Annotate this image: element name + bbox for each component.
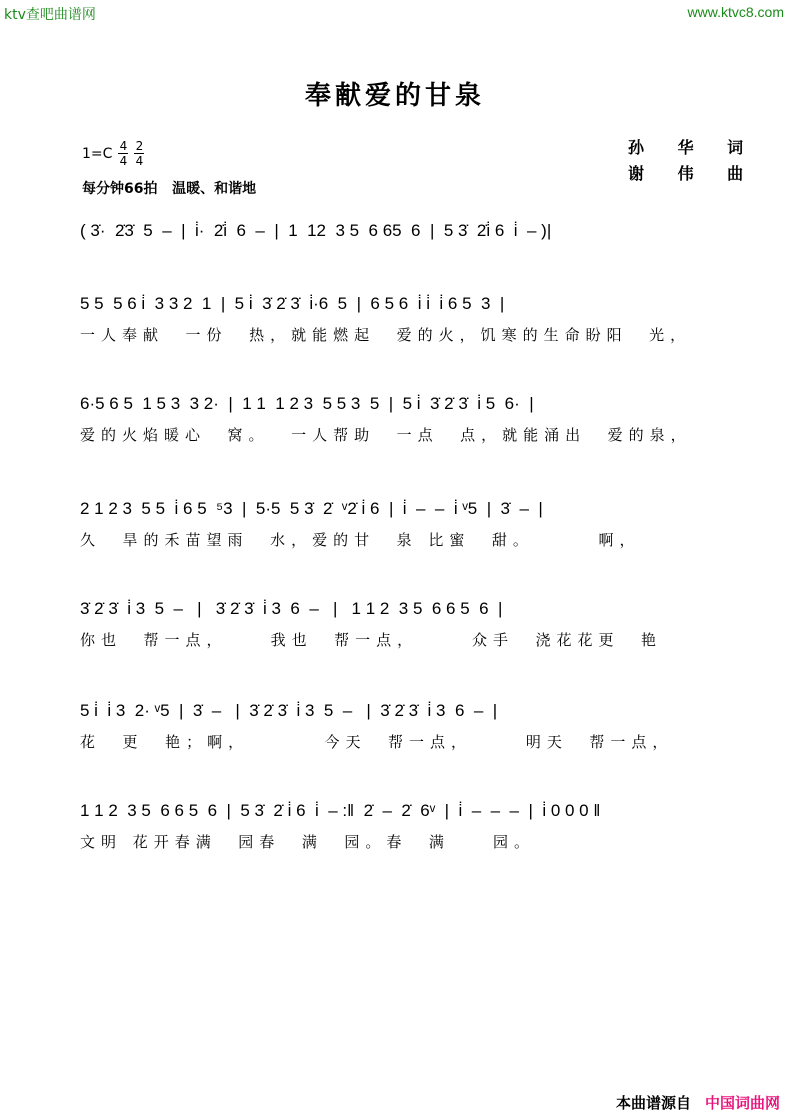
score-line-7 [80,785,730,853]
notation-row: 3̇ 2̇ 3̇ i̇ 3 5 – | 3̇ 2̇ 3̇ i̇ 3 6 – | 1 1 2 3 5 6 6 5 6 | [80,599,503,618]
source-label: 本曲谱源自 [615,1094,691,1112]
lyrics-row: 爱的火焰暖心 窝。 一人帮助 一点 点，就能涌出 爱的泉， [80,426,692,444]
score-line-5 [80,583,730,651]
source-site: 中国词曲网 [704,1094,780,1112]
score-line-4 [80,483,730,551]
source-footer [616,1092,780,1113]
watermark-left: ktv查吧曲谱网 [4,7,96,23]
lyrics-row: 花 更 艳；啊， 今天 帮一点， 明天 帮一点， [80,733,674,751]
lyrics-row [80,251,730,273]
lyrics-row: 你也 帮一点， 我也 帮一点， 众手 浇花花更 艳 [80,631,663,649]
composer: 谢 伟 曲 [628,164,758,183]
tempo-bpm: 每分钟66拍 [82,181,158,197]
watermark-right: www.ktvc8.com [687,4,784,20]
notation-row: 6·5 6 5 1 5 3 3 2· | 1 1 1 2 3 5 5 3 5 | 5 i̇ 3̇ 2̇ 3̇ i̇ 5 6· | [80,394,534,413]
lyrics-row: 文明 花开春满 园春 满 园。春 满 园。 [80,833,535,851]
score-line-3 [80,378,730,446]
tempo-marking [82,178,256,198]
lyricist: 孙 华 词 [628,138,758,157]
time-signature-1: $\frac{4}{4}$ [119,139,128,168]
notation-row: 2 1 2 3 5 5 i̇ 6 5 ⁵3 | 5·5 5 3̇ 2̇ ᵛ2̇ i̇ 6 | i̇ – – i̇ ᵛ5 | 3̇ – | [80,499,543,518]
notation-row: ( 3̇· 2̇3̇ 5 – | i̇· 2̇i̇ 6 – | 1 12 3 5 6 65 6 | 5 3̇ 2̇i̇ 6 i̇ – )| [80,221,552,240]
credits [628,135,757,187]
notation-row: 5 5 5 6 i̇ 3 3 2 1 | 5 i̇ 3̇ 2̇ 3̇ i̇·6 5 | 6 5 6 i̇ i̇ i̇ 6 5 3 | [80,294,505,313]
score-line-6 [80,685,730,753]
lyrics-row: 一人奉献 一份 热，就能燃起 爱的火，饥寒的生命盼阳 光， [80,326,692,344]
key-label: 1=C [82,145,113,162]
notation-row: 1 1 2 3 5 6 6 5 6 | 5 3̇ 2̇ i̇ 6 i̇ – :‖ 2̇ – 2̇ 6ᵛ | i̇ – – – | i̇ 0 0 0 ‖ [80,801,601,820]
expression-marking: 温暖、和谐地 [172,181,257,197]
key-signature [82,140,144,167]
lyrics-row: 久 旱的禾苗望雨 水，爱的甘 泉 比蜜 甜。 啊， [80,531,641,549]
score-line-2 [80,278,730,346]
time-signature-2: $\frac{2}{4}$ [135,139,144,168]
song-title: 奉献爱的甘泉 [304,81,485,111]
score-line-1 [80,205,730,273]
notation-row: 5 i̇ i̇ 3 2· ᵛ5 | 3̇ – | 3̇ 2̇ 3̇ i̇ 3 5 – | 3̇ 2̇ 3̇ i̇ 3 6 – | [80,701,498,720]
